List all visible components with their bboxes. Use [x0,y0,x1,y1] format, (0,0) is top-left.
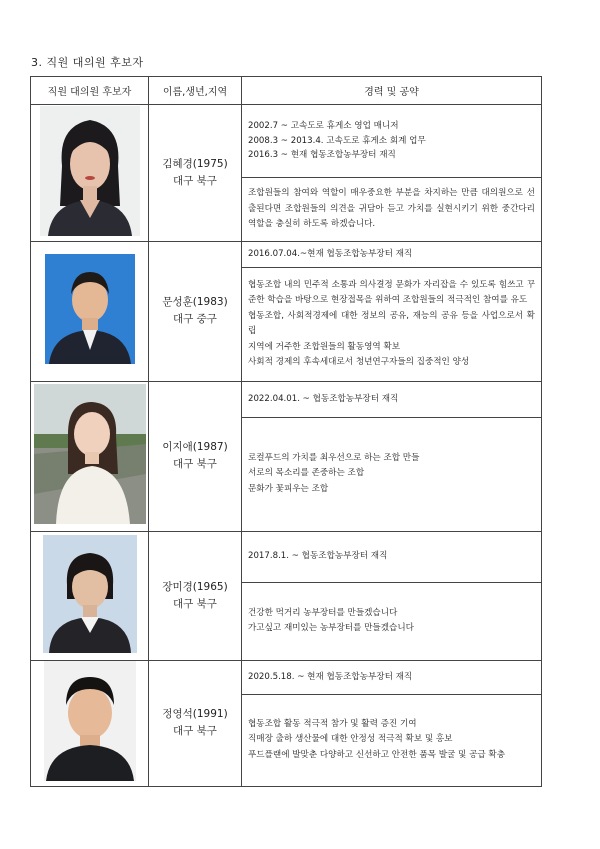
pledge-line: 협동조합 내의 민주적 소통과 의사결정 문화가 자리잡을 수 있도록 힘쓰고 꾸준한 학습을 바탕으로 현장접목을 위하여 조합원들의 적극적인 참여를 유도 [248,279,535,305]
pledge-cell [242,267,542,381]
section-title: 3. 직원 대의원 후보자 [31,56,144,69]
candidate-info-cell [149,660,242,786]
pledge-line: 지역에 거주한 조합원들의 활동영역 확보 [248,341,401,352]
career-line: 2008.3 ~ 2013.4. 고속도로 휴게소 회계 업무 [248,135,426,146]
career-line: 2020.5.18. ~ 현재 협동조합농부장터 재직 [248,671,413,682]
pledge-line: 문화가 꽃피우는 조합 [248,483,329,494]
candidate-photo [43,535,137,653]
table-header-row [31,77,542,105]
pledge-line: 건강한 먹거리 농부장터를 만들겠습니다 [248,607,398,618]
candidate-info-cell [149,381,242,531]
candidate-photo [34,384,146,524]
candidate-info-cell [149,105,242,242]
career-cell [242,105,542,178]
pledge-line: 로컬푸드의 가치를 최우선으로 하는 조합 만들 [248,452,420,463]
candidate-photo-cell [31,660,149,786]
table-row [31,381,542,417]
candidate-photo [44,661,136,781]
header-photo: 직원 대의원 후보자 [31,77,149,105]
candidate-photo-cell [31,242,149,382]
pledge-line: 사회적 경제의 후속세대로서 청년연구자들의 집중적인 양성 [248,357,470,367]
candidate-table [30,76,542,787]
candidate-info-cell [149,531,242,660]
table-row [31,242,542,268]
pledge-cell [242,694,542,786]
career-cell [242,660,542,694]
header-career: 경력 및 공약 [242,77,542,105]
candidate-region: 대구 북구 [173,725,217,737]
candidate-region: 대구 북구 [173,458,217,470]
candidate-info-cell [149,242,242,382]
candidate-name: 장미경(1965) [162,580,228,593]
career-line: 2022.04.01. ~ 협동조합농부장터 재직 [248,393,399,404]
career-cell [242,531,542,582]
pledge-cell [242,178,542,242]
pledge-line: 직매장 출하 생산물에 대한 안정성 적극적 확보 및 홍보 [248,734,453,745]
candidate-photo-cell [31,381,149,531]
pledge-line: 서로의 목소리를 존중하는 조합 [248,468,365,479]
table-row [31,531,542,582]
candidate-region: 대구 북구 [173,175,217,187]
candidate-name: 문성훈(1983) [162,296,228,309]
pledge-line: 협동조합, 사회적경제에 대한 정보의 공유, 재능의 공유 등을 사업으로서 확립 [248,310,535,336]
career-line: 2016.07.04.~현재 협동조합농부장터 재직 [248,249,413,259]
career-cell [242,381,542,417]
candidate-region: 대구 북구 [173,597,217,610]
candidate-photo [40,106,140,236]
header-info: 이름,생년,지역 [149,77,242,105]
career-line: 2016.3 ~ 현재 협동조합농부장터 재직 [248,150,396,161]
candidate-photo-cell [31,531,149,660]
pledge-line: 푸드플랜에 발맞춘 다양하고 신선하고 안전한 품목 발굴 및 공급 확충 [248,749,506,760]
table-row [31,105,542,178]
career-cell [242,242,542,268]
pledge-line: 협동조합 활동 적극적 참가 및 활력 증진 기여 [248,718,417,729]
candidate-name: 이지애(1987) [162,441,228,453]
candidate-region: 대구 중구 [173,313,217,326]
career-line: 2002.7 ~ 고속도로 휴게소 영업 매니저 [248,121,399,132]
candidate-name: 정영석(1991) [162,708,228,720]
table-row [31,660,542,694]
candidate-name: 김혜경(1975) [162,158,228,170]
pledge-line: 조합원들의 참여와 역할이 매우중요한 부분을 차지하는 만큼 대의원으로 선출된다면 조합원들의 의견을 귀담아 듣고 가치를 실현시키기 위한 중간다리 역할을 충실히 하도록 하겠습니다. [248,188,535,230]
pledge-cell [242,417,542,531]
pledge-cell [242,582,542,660]
career-line: 2017.8.1. ~ 협동조합농부장터 재직 [248,551,388,562]
candidate-photo-cell [31,105,149,242]
pledge-line: 가고싶고 재미있는 농부장터를 만들겠습니다 [248,623,414,633]
candidate-photo [45,254,135,364]
